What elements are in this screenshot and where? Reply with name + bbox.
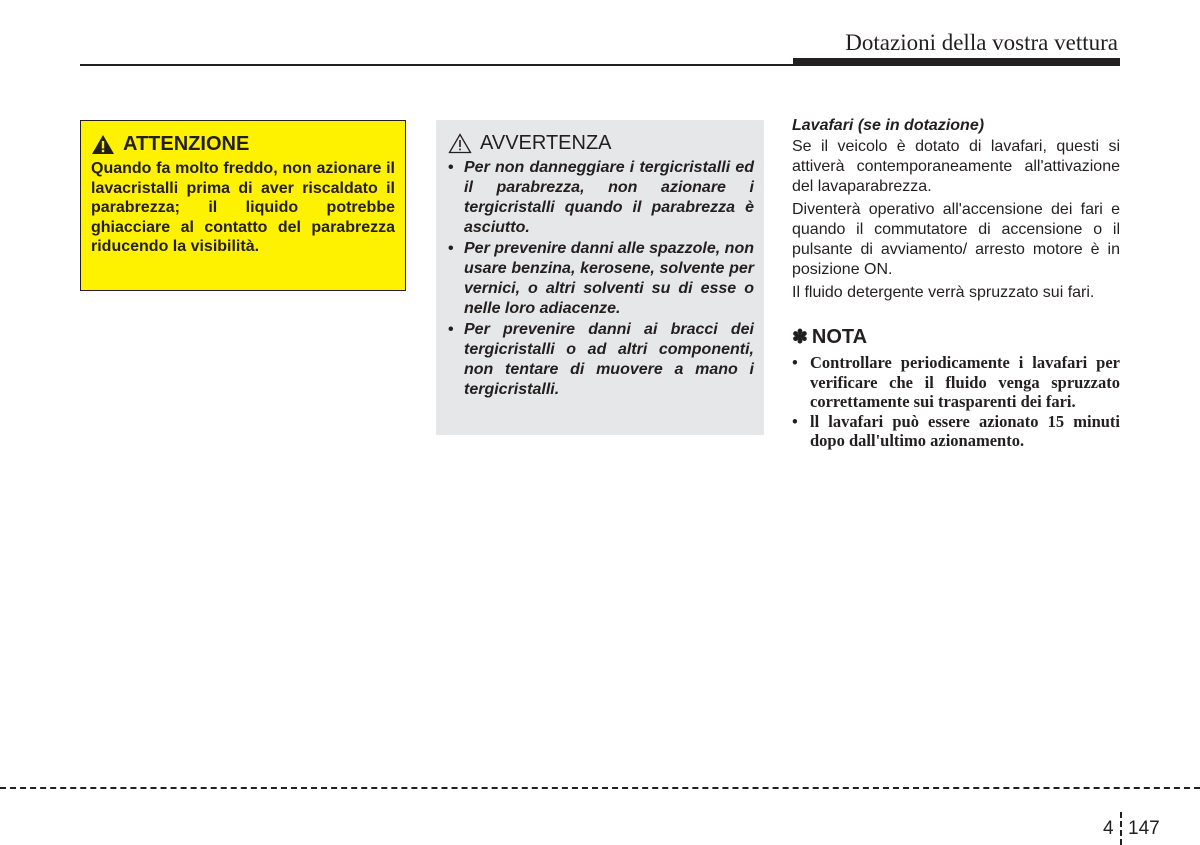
section-number: 4 xyxy=(1103,818,1114,839)
caution-text: Quando fa molto freddo, non azionare il lavacristalli prima di aver riscaldato il parabrezza; il liquido potrebbe ghiacciare al contatto del parabrezza riducendo la visibilità. xyxy=(91,160,395,255)
warning-triangle-outline-icon xyxy=(448,133,472,154)
caution-title: ATTENZIONE xyxy=(123,133,250,155)
lavafari-section xyxy=(792,117,1120,451)
lavafari-paragraph: Diventerà operativo all'accensione dei fari e quando il commutatore di accensione o il pulsante di avviamento/ arresto motore è in posizione ON. xyxy=(792,201,1120,278)
header-title: Dotazioni della vostra vettura xyxy=(845,30,1118,55)
page-number: 147 xyxy=(1128,818,1160,839)
warning-title: AVVERTENZA xyxy=(480,132,612,154)
caution-heading xyxy=(91,133,395,156)
lavafari-heading: Lavafari (se in dotazione) xyxy=(792,117,985,134)
footer-dashed-rule xyxy=(0,787,1200,789)
warning-triangle-filled-icon xyxy=(91,134,115,155)
footer-dashed-divider xyxy=(1120,812,1122,845)
lavafari-paragraph: Il fluido detergente verrà spruzzato sui fari. xyxy=(792,284,1095,301)
warning-item: • Per prevenire danni ai bracci dei tergicristalli o ad altri componenti, non tentare di muovere a mano i tergicristalli. xyxy=(448,320,754,400)
nota-list xyxy=(792,353,1120,451)
caution-box xyxy=(80,120,406,291)
header-rule-thick xyxy=(793,58,1120,66)
warning-box xyxy=(436,120,764,435)
nota-heading xyxy=(792,326,1120,349)
nota-title: NOTA xyxy=(811,326,868,348)
lavafari-paragraph: Se il veicolo è dotato di lavafari, questi si attiverà contemporaneamente all'attivazione del lavaparabrezza. xyxy=(792,138,1120,195)
nota-star-icon: ✽ xyxy=(792,327,808,348)
warning-list xyxy=(448,158,754,400)
warning-item: • Per non danneggiare i tergicristalli ed il parabrezza, non azionare i tergicristalli quando il parabrezza è asciutto. xyxy=(448,158,754,238)
nota-item: • ll lavafari può essere azionato 15 minuti dopo dall'ultimo azionamento. xyxy=(792,412,1120,451)
warning-item: • Per prevenire danni alle spazzole, non usare benzina, kerosene, solvente per vernici, o altri solventi su di esse o nelle loro adiacenze. xyxy=(448,239,754,319)
nota-item: • Controllare periodicamente i lavafari per verificare che il fluido venga spruzzato correttamente sui trasparenti dei fari. xyxy=(792,353,1120,412)
warning-heading xyxy=(448,132,754,155)
